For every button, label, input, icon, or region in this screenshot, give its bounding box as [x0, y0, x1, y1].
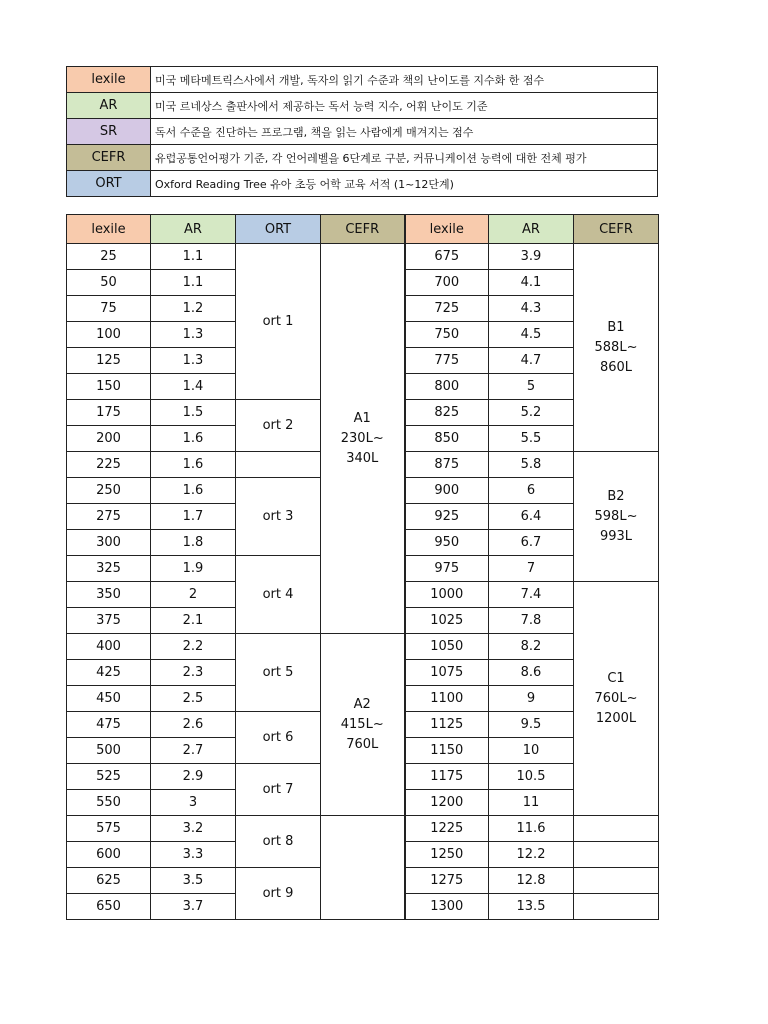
ar-cell-right: 5.8 [489, 452, 574, 478]
legend-key-cefr: CEFR [67, 145, 151, 171]
ort-cell: ort 6 [236, 712, 321, 764]
cefr-cell-right [574, 452, 659, 582]
ort-cell: ort 1 [236, 244, 321, 400]
lexile-cell-right: 850 [405, 426, 489, 452]
lexile-cell-right: 1075 [405, 660, 489, 686]
ort-cell: ort 2 [236, 400, 321, 452]
cefr-cell-right-level: B1 [607, 319, 625, 335]
ar-cell-right: 6.4 [489, 504, 574, 530]
ar-cell: 2.5 [151, 686, 236, 712]
lexile-cell: 100 [67, 322, 151, 348]
ar-cell-right: 7.8 [489, 608, 574, 634]
lexile-cell-right: 675 [405, 244, 489, 270]
ort-cell: ort 7 [236, 764, 321, 816]
lexile-cell-right: 1050 [405, 634, 489, 660]
lexile-cell-right: 950 [405, 530, 489, 556]
lexile-cell: 400 [67, 634, 151, 660]
lexile-cell: 525 [67, 764, 151, 790]
legend-row [67, 67, 658, 93]
lexile-cell-right: 1275 [405, 868, 489, 894]
ar-cell: 2.2 [151, 634, 236, 660]
cefr-cell [321, 634, 405, 816]
lexile-cell: 450 [67, 686, 151, 712]
ar-cell: 1.3 [151, 348, 236, 374]
lexile-cell-right: 1150 [405, 738, 489, 764]
ar-cell-right: 3.9 [489, 244, 574, 270]
legend-desc-sr: 독서 수준을 진단하는 프로그램, 책을 읽는 사람에게 매겨지는 점수 [151, 119, 658, 145]
lexile-cell: 375 [67, 608, 151, 634]
lexile-cell: 475 [67, 712, 151, 738]
legend-row [67, 171, 658, 197]
ar-cell: 3.5 [151, 868, 236, 894]
ar-cell: 2.6 [151, 712, 236, 738]
legend-key-lexile: lexile [67, 67, 151, 93]
ar-cell-right: 12.2 [489, 842, 574, 868]
cefr-cell-right-range: 760L~ 1200L [594, 690, 638, 726]
ar-cell-right: 4.3 [489, 296, 574, 322]
lexile-cell: 25 [67, 244, 151, 270]
ar-cell-right: 12.8 [489, 868, 574, 894]
lexile-cell: 300 [67, 530, 151, 556]
ar-cell-right: 10 [489, 738, 574, 764]
ar-cell-right: 5 [489, 374, 574, 400]
legend-desc-lexile: 미국 메타메트릭스사에서 개발, 독자의 읽기 수준과 책의 난이도를 지수화 한 점수 [151, 67, 658, 93]
cefr-cell-range: 230L~ 340L [340, 430, 384, 466]
ar-cell: 2.9 [151, 764, 236, 790]
cefr-cell-level: A2 [353, 696, 371, 712]
legend-key-ar: AR [67, 93, 151, 119]
table-row [67, 816, 659, 842]
ar-cell: 1.4 [151, 374, 236, 400]
header-lexile-right: lexile [405, 215, 489, 244]
lexile-cell-right: 1225 [405, 816, 489, 842]
ort-cell: ort 8 [236, 816, 321, 868]
ar-cell: 2 [151, 582, 236, 608]
cefr-cell-range: 415L~ 760L [340, 716, 384, 752]
lexile-cell: 50 [67, 270, 151, 296]
ar-cell: 1.6 [151, 478, 236, 504]
lexile-cell: 200 [67, 426, 151, 452]
lexile-cell: 250 [67, 478, 151, 504]
cefr-cell-right [574, 244, 659, 452]
lexile-cell: 150 [67, 374, 151, 400]
table-body [67, 215, 659, 920]
lexile-cell: 575 [67, 816, 151, 842]
ar-cell-right: 5.5 [489, 426, 574, 452]
ar-cell-right: 9.5 [489, 712, 574, 738]
lexile-cell: 325 [67, 556, 151, 582]
ar-cell-right: 7 [489, 556, 574, 582]
ar-cell: 1.8 [151, 530, 236, 556]
lexile-cell: 425 [67, 660, 151, 686]
lexile-cell-right: 900 [405, 478, 489, 504]
lexile-cell-right: 1100 [405, 686, 489, 712]
ar-cell-right: 10.5 [489, 764, 574, 790]
lexile-cell-right: 1300 [405, 894, 489, 920]
ar-cell: 2.3 [151, 660, 236, 686]
lexile-cell-right: 700 [405, 270, 489, 296]
ort-cell: ort 5 [236, 634, 321, 712]
lexile-cell-right: 725 [405, 296, 489, 322]
cefr-cell-right [574, 894, 659, 920]
ar-cell: 1.5 [151, 400, 236, 426]
header-cefr-right: CEFR [574, 215, 659, 244]
lexile-cell-right: 1200 [405, 790, 489, 816]
ar-cell: 1.6 [151, 452, 236, 478]
cefr-cell-right-range: 598L~ 993L [594, 508, 638, 544]
cefr-cell-right [574, 868, 659, 894]
ar-cell: 1.1 [151, 244, 236, 270]
ar-cell-right: 5.2 [489, 400, 574, 426]
ar-cell-right: 11.6 [489, 816, 574, 842]
header-cefr: CEFR [321, 215, 405, 244]
cefr-cell-right-range: 588L~ 860L [594, 339, 638, 375]
lexile-cell-right: 1000 [405, 582, 489, 608]
legend-row [67, 119, 658, 145]
lexile-cell-right: 925 [405, 504, 489, 530]
ort-cell: ort 4 [236, 556, 321, 634]
header-ar-right: AR [489, 215, 574, 244]
legend-row [67, 93, 658, 119]
ar-cell-right: 4.7 [489, 348, 574, 374]
ar-cell-right: 9 [489, 686, 574, 712]
ar-cell: 3.7 [151, 894, 236, 920]
ar-cell: 2.7 [151, 738, 236, 764]
ar-cell-right: 6.7 [489, 530, 574, 556]
ort-cell [236, 452, 321, 478]
ar-cell-right: 4.5 [489, 322, 574, 348]
lexile-cell-right: 775 [405, 348, 489, 374]
table-row [67, 634, 659, 660]
ar-cell: 2.1 [151, 608, 236, 634]
lexile-cell: 650 [67, 894, 151, 920]
cefr-cell-right-level: C1 [607, 670, 625, 686]
ar-cell-right: 11 [489, 790, 574, 816]
cefr-cell-level: A1 [353, 410, 371, 426]
ar-cell: 1.7 [151, 504, 236, 530]
lexile-cell: 550 [67, 790, 151, 816]
ar-cell: 1.6 [151, 426, 236, 452]
cefr-cell [321, 244, 405, 634]
table-row [67, 244, 659, 270]
lexile-cell-right: 1025 [405, 608, 489, 634]
lexile-cell: 75 [67, 296, 151, 322]
level-comparison-table [66, 214, 659, 920]
ar-cell-right: 6 [489, 478, 574, 504]
legend-table [66, 66, 658, 197]
lexile-cell: 350 [67, 582, 151, 608]
lexile-cell-right: 975 [405, 556, 489, 582]
ar-cell: 1.9 [151, 556, 236, 582]
lexile-cell-right: 1175 [405, 764, 489, 790]
ar-cell-right: 8.2 [489, 634, 574, 660]
ar-cell-right: 8.6 [489, 660, 574, 686]
legend-key-sr: SR [67, 119, 151, 145]
ar-cell: 1.1 [151, 270, 236, 296]
cefr-cell-right [574, 816, 659, 842]
ar-cell: 3.3 [151, 842, 236, 868]
legend-row [67, 145, 658, 171]
ort-cell: ort 9 [236, 868, 321, 920]
ar-cell: 3 [151, 790, 236, 816]
legend-desc-ar: 미국 르네상스 출판사에서 제공하는 독서 능력 지수, 어휘 난이도 기준 [151, 93, 658, 119]
header-ort: ORT [236, 215, 321, 244]
lexile-cell-right: 1125 [405, 712, 489, 738]
lexile-cell: 275 [67, 504, 151, 530]
lexile-cell-right: 825 [405, 400, 489, 426]
lexile-cell: 625 [67, 868, 151, 894]
legend-desc-ort: Oxford Reading Tree 유아 초등 어학 교육 서적 (1~12단계) [151, 171, 658, 197]
lexile-cell: 175 [67, 400, 151, 426]
ar-cell: 1.3 [151, 322, 236, 348]
cefr-cell [321, 816, 405, 920]
lexile-cell-right: 750 [405, 322, 489, 348]
lexile-cell: 500 [67, 738, 151, 764]
lexile-cell: 125 [67, 348, 151, 374]
header-row [67, 215, 659, 244]
lexile-cell: 600 [67, 842, 151, 868]
ar-cell: 1.2 [151, 296, 236, 322]
legend-key-ort: ORT [67, 171, 151, 197]
lexile-cell-right: 875 [405, 452, 489, 478]
header-lexile: lexile [67, 215, 151, 244]
ar-cell: 3.2 [151, 816, 236, 842]
lexile-cell: 225 [67, 452, 151, 478]
ar-cell-right: 13.5 [489, 894, 574, 920]
legend-desc-cefr: 유럽공통언어평가 기준, 각 언어레벨을 6단계로 구분, 커뮤니케이션 능력에 대한 전체 평가 [151, 145, 658, 171]
header-ar: AR [151, 215, 236, 244]
lexile-cell-right: 1250 [405, 842, 489, 868]
cefr-cell-right [574, 582, 659, 816]
ort-cell: ort 3 [236, 478, 321, 556]
cefr-cell-right-level: B2 [607, 488, 625, 504]
cefr-cell-right [574, 842, 659, 868]
ar-cell-right: 4.1 [489, 270, 574, 296]
ar-cell-right: 7.4 [489, 582, 574, 608]
lexile-cell-right: 800 [405, 374, 489, 400]
